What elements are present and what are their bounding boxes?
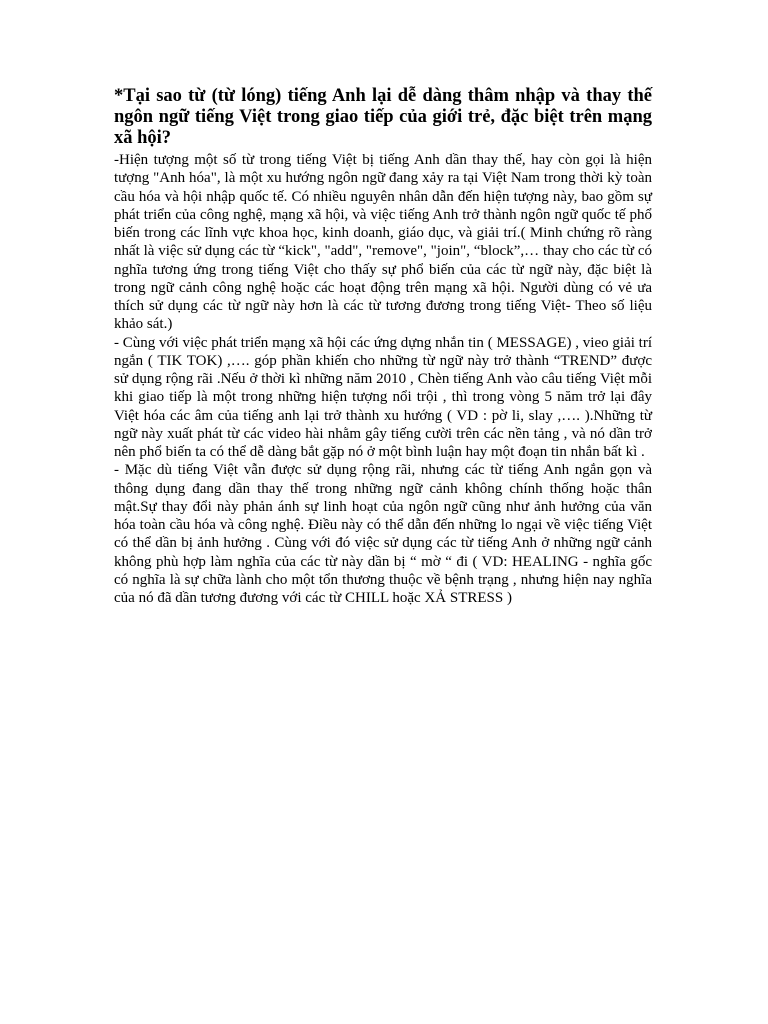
paragraph-2: - Cùng với việc phát triển mạng xã hội các ứng dựng nhắn tin ( MESSAGE) , vieo giải trí ngắn ( TIK TOK) ,…. góp phần khiến cho những từ ngữ này trở thành “TREND” được sử dụng rộng rãi .Nếu ở thời kì những năm 2010 , Chèn tiếng Anh vào câu tiếng Việt mỗi khi giao tiếp là một trong những hiện tượng nổi trội , thì trong vòng 5 năm trở lại đây Việt hóa các âm của tiếng anh lại trở thành xu hướng ( VD : pờ li, slay ,…. ).Những từ ngữ này xuất phát từ các video hài nhằm gây tiếng cười trên các nền tảng , và nó dần trở nên phổ biến ta có thể dễ dàng bắt gặp nó ở một bình luận hay một đoạn tin nhắn bất kì .	[114, 334, 652, 460]
paragraph-1: -Hiện tượng một số từ trong tiếng Việt bị tiếng Anh dần thay thế, hay còn gọi là hiện tượng "Anh hóa", là một xu hướng ngôn ngữ đang xảy ra tại Việt Nam trong thời kỳ toàn cầu hóa và hội nhập quốc tế. Có nhiều nguyên nhân dẫn đến hiện tượng này, bao gồm sự phát triển của công nghệ, mạng xã hội, và việc tiếng Anh trở thành ngôn ngữ quốc tế phổ biến trong các lĩnh vực khoa học, kinh doanh, giáo dục, và giải trí.( Minh chứng rõ ràng nhất là việc sử dụng các từ “kick", "add", "remove", "join", “block”,… thay cho các từ có nghĩa tương ứng trong tiếng Việt cho thấy sự phổ biến của các từ ngữ này, đặc biệt là trong ngữ cảnh công nghệ hoặc các hoạt động trên mạng xã hội. Người dùng có vẻ ưa thích sử dụng các từ ngữ này hơn là các từ tương đương trong tiếng Việt- Theo số liệu khảo sát.)	[114, 152, 652, 333]
document-heading: *Tại sao từ (từ lóng) tiếng Anh lại dễ dàng thâm nhập và thay thế ngôn ngữ tiếng Việt trong giao tiếp của giới trẻ, đặc biệt trên mạng xã hội?	[114, 86, 652, 148]
paragraph-3: - Mặc dù tiếng Việt vẫn được sử dụng rộng rãi, nhưng các từ tiếng Anh ngắn gọn và thông dụng đang dần thay thế trong những ngữ cảnh không chính thống hoặc thân mật.Sự thay đổi này phản ánh sự linh hoạt của ngôn ngữ cũng như ảnh hưởng của văn hóa toàn cầu hóa và công nghệ. Điều này có thể dẫn đến những lo ngại về việc tiếng Việt có thể dần bị ảnh hưởng . Cùng với đó việc sử dụng các từ tiếng Anh ở những ngữ cảnh không phù hợp làm nghĩa của các từ này dần bị “ mờ “ đi ( VD: HEALING - nghĩa gốc có nghĩa là sự chữa lành cho một tổn thương thuộc về bệnh trạng , nhưng hiện nay nghĩa của nó đã dần tương đương với các từ CHILL hoặc XẢ STRESS )	[114, 462, 652, 606]
document-page	[114, 86, 652, 607]
